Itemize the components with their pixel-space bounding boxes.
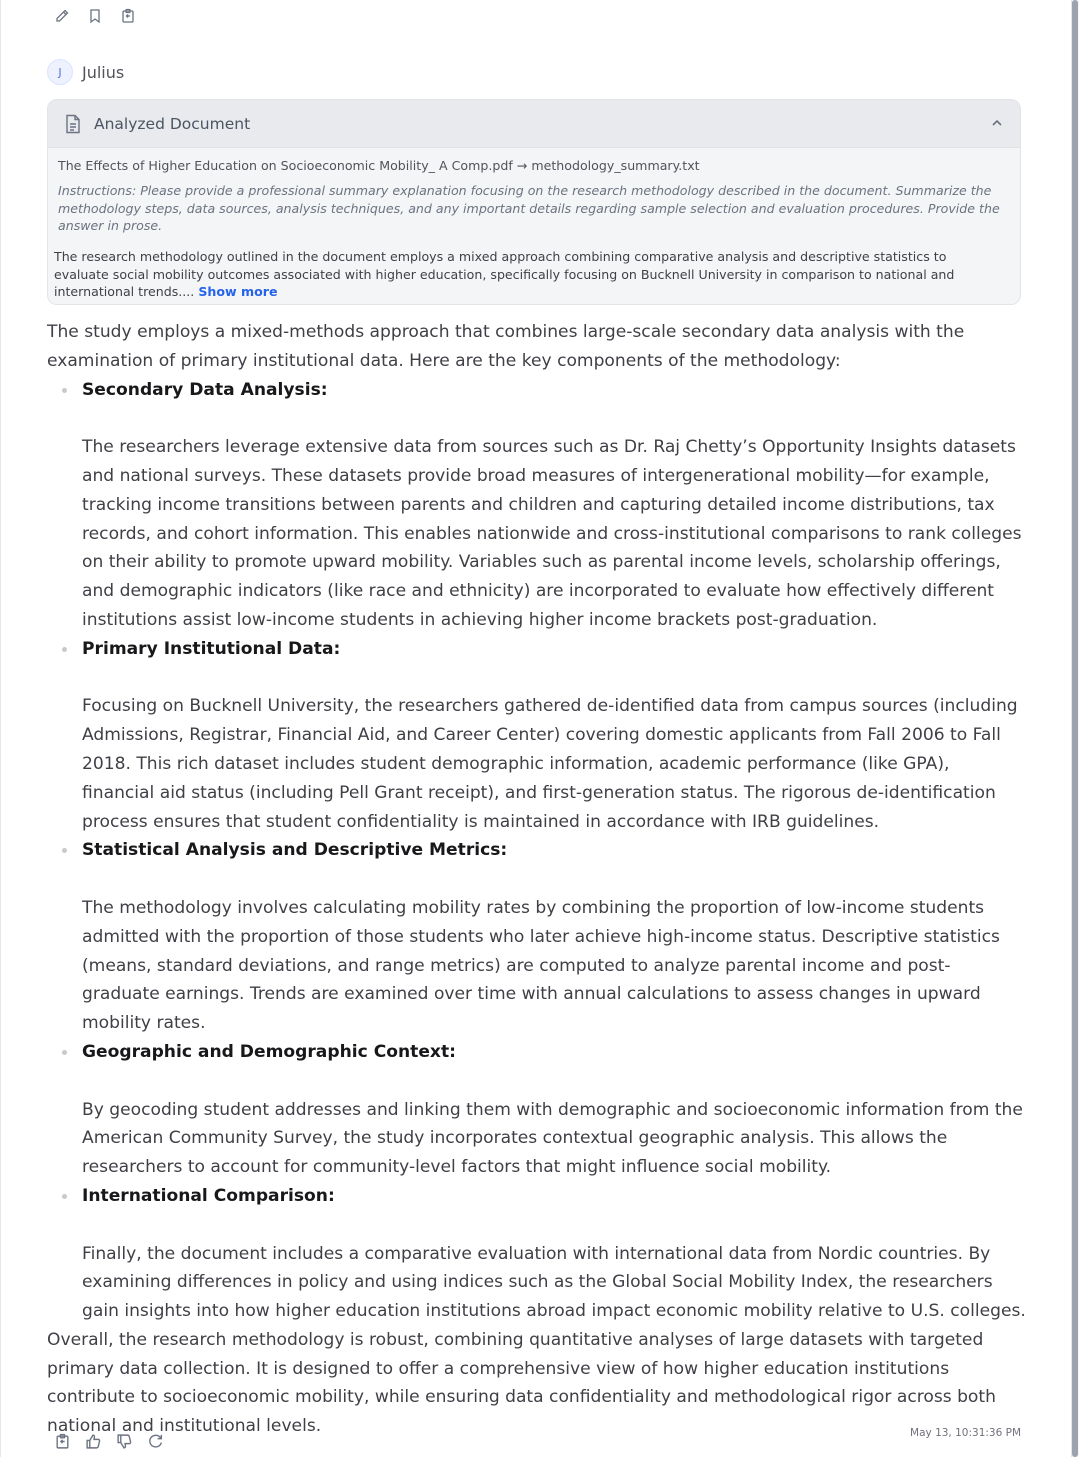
list-item-title: Statistical Analysis and Descriptive Metrics: [82, 840, 508, 861]
response-body [47, 318, 1027, 1441]
analyzed-document-panel [47, 99, 1021, 305]
thumbs-down-icon[interactable] [114, 1431, 134, 1451]
copy-icon[interactable] [52, 1431, 72, 1451]
methodology-list [47, 376, 1027, 1326]
response-intro: The study employs a mixed-methods approach that combines large-scale secondary data analysis with the examination of primary institutional data. Here are the key components of the methodology: [47, 322, 965, 371]
list-item [82, 376, 1027, 635]
bullet [62, 848, 67, 853]
response-outro: Overall, the research methodology is robust, combining quantitative analyses of large datasets with targeted primary data collection. It is designed to offer a comprehensive view of how higher education institutions contribute to socioeconomic mobility, while ensuring data confidentiality and methodological rigor across both national and institutional levels. [47, 1329, 996, 1437]
message-timestamp: May 13, 10:31:36 PM [910, 1427, 1021, 1439]
bullet [62, 1194, 67, 1199]
scrollbar[interactable] [1071, 0, 1079, 1457]
document-summary-text: The research methodology outlined in the document employs a mixed approach combining comparative analysis and descriptive statistics to evaluate social mobility outcomes associated with higher education, specifically focusing on Bucknell University in comparison to national and international trends.... [54, 249, 955, 299]
list-item-body: The researchers leverage extensive data from sources such as Dr. Raj Chetty’s Opportunity Insights datasets and national surveys. These datasets provide broad measures of intergenerational mobility—for example, tracking income transitions between parents and children and capturing detailed income distributions, tax records, and cohort information. This enables nationwide and cross-institutional comparisons to rank colleges on their ability to promote upward mobility. Variables such as parental income levels, scholarship offerings, and demographic indicators (like race and ethnicity) are incorporated to evaluate how effectively different institutions assist low-income students in achieving higher income brackets post-graduation. [82, 437, 1022, 630]
clipboard-icon[interactable] [118, 6, 138, 26]
thumbs-up-icon[interactable] [83, 1431, 103, 1451]
bullet [62, 647, 67, 652]
message-author [47, 59, 124, 85]
bullet [62, 1050, 67, 1055]
document-summary [54, 248, 1004, 301]
list-item-body: The methodology involves calculating mobility rates by combining the proportion of low-income students admitted with the proportion of those students who later achieve high-income status. Descriptive statistics (means, standard deviations, and range metrics) are computed to analyze parental income and post-graduate earnings. Trends are examined over time with annual calculations to assess changes in upward mobility rates. [82, 897, 1000, 1034]
message-toolbar-top [52, 6, 138, 26]
list-item-title: Secondary Data Analysis: [82, 379, 328, 400]
list-item [82, 635, 1027, 837]
avatar: J [47, 59, 73, 85]
list-item-title: Geographic and Demographic Context: [82, 1041, 456, 1062]
list-item [82, 1182, 1027, 1326]
document-instructions: Instructions: Please provide a professional summary explanation focusing on the research methodology described in the document. Summarize the methodology steps, data sources, analysis techniques, and any important details regarding sample selection and evaluation procedures. Provide the answer in prose. [58, 183, 1000, 233]
author-name: Julius [82, 62, 125, 82]
list-item-body: Focusing on Bucknell University, the researchers gathered de-identified data from campus sources (including Admissions, Registrar, Financial Aid, and Career Center) covering domestic applicants from Fall 2006 to Fall 2018. This rich dataset includes student demographic information, academic performance (like GPA), financial aid status (including Pell Grant receipt), and first-generation status. The rigorous de-identification process ensures that student confidentiality is maintained in accordance with IRB guidelines. [82, 696, 1018, 832]
pencil-icon[interactable] [52, 6, 72, 26]
message-toolbar-bottom [52, 1431, 165, 1451]
scrollbar-thumb[interactable] [1072, 0, 1078, 1457]
list-item-title: Primary Institutional Data: [82, 638, 341, 659]
chevron-up-icon[interactable] [988, 114, 1006, 132]
show-more-link[interactable]: Show more [198, 284, 278, 299]
list-item-title: International Comparison: [82, 1185, 335, 1206]
page-left-border [0, 0, 1, 1457]
list-item [82, 836, 1027, 1038]
list-item-body: Finally, the document includes a comparative evaluation with international data from Nordic countries. By examining differences in policy and using indices such as the Global Social Mobility Index, the researchers gain insights into how higher education institutions abroad impact economic mobility relative to U.S. colleges. [82, 1243, 1026, 1322]
document-file-line: The Effects of Higher Education on Socioeconomic Mobility_ A Comp.pdf → methodology_summary.txt [58, 158, 700, 173]
list-item [82, 1038, 1027, 1182]
analyzed-document-header[interactable] [48, 100, 1020, 148]
analyzed-document-title: Analyzed Document [94, 114, 251, 133]
refresh-icon[interactable] [145, 1431, 165, 1451]
bullet [62, 388, 67, 393]
list-item-body: By geocoding student addresses and linking them with demographic and socioeconomic information from the American Community Survey, the study incorporates contextual geographic analysis. This allows the researchers to account for community-level factors that might influence social mobility. [82, 1099, 1023, 1178]
bookmark-icon[interactable] [85, 6, 105, 26]
document-icon [62, 113, 84, 135]
